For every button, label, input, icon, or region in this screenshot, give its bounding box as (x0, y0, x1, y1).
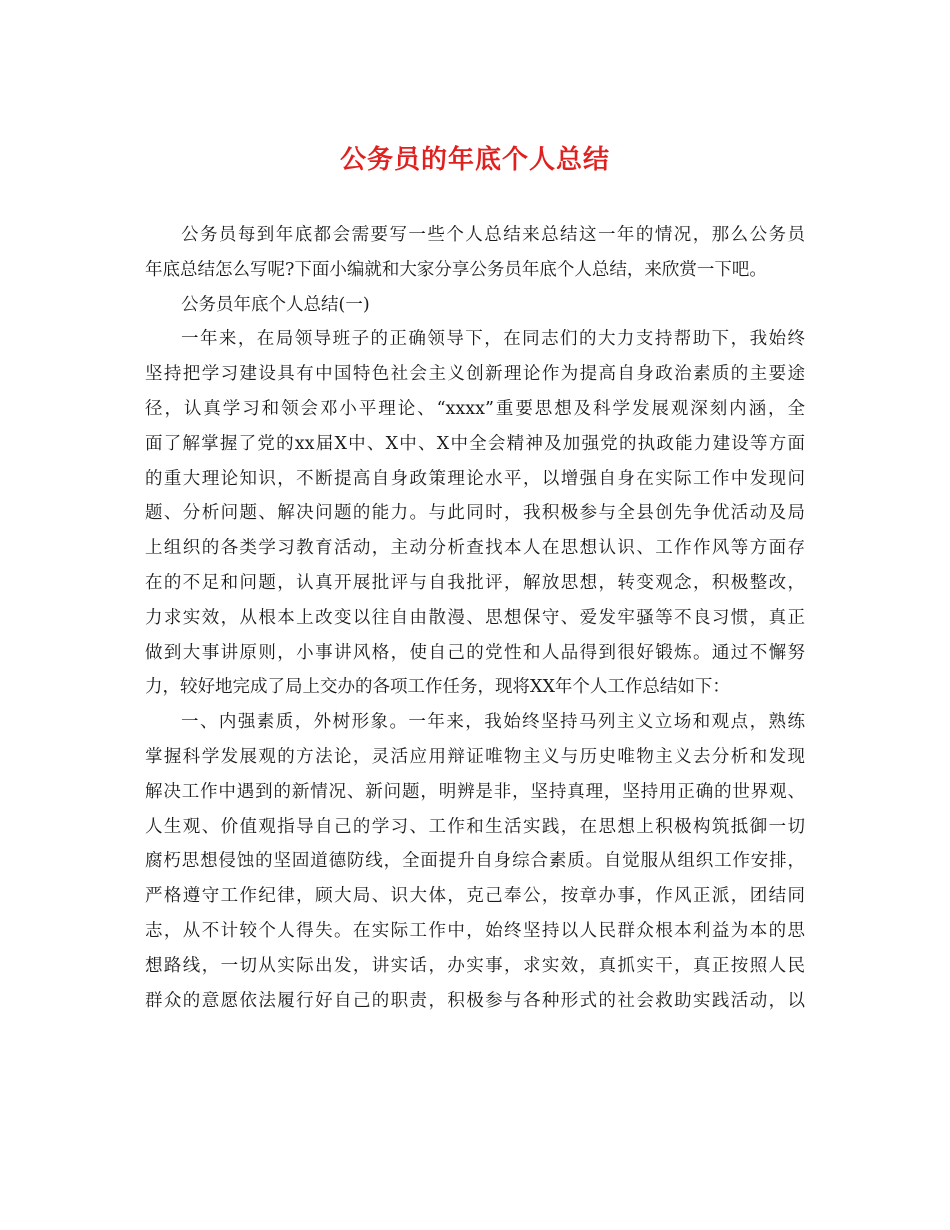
paragraph-line: 径，认真学习和领会邓小平理论、“xxxx”重要思想及科学发展观深刻内涵，全 (145, 398, 805, 419)
document-body (145, 218, 805, 1018)
paragraph-line: 题、分析问题、解决问题的能力。与此同时，我积极参与全县创先争优活动及局 (145, 503, 805, 524)
paragraph-line: 腐朽思想侵蚀的坚固道德防线，全面提升自身综合素质。自觉服从组织工作安排， (145, 851, 805, 872)
paragraph-line: 做到大事讲原则，小事讲风格，使自己的党性和人品得到很好锻炼。通过不懈努 (145, 642, 805, 663)
paragraph-line: 一年来，在局领导班子的正确领导下，在同志们的大力支持帮助下，我始终 (181, 329, 805, 350)
paragraph-line: 志，从不计较个人得失。在实际工作中，始终坚持以人民群众根本利益为本的思 (145, 920, 805, 941)
paragraph-line: 力求实效，从根本上改变以往自由散漫、思想保守、爱发牢骚等不良习惯，真正 (145, 607, 805, 628)
paragraph-line: 群众的意愿依法履行好自己的职责，积极参与各种形式的社会救助实践活动，以 (145, 990, 805, 1011)
paragraph-line: 解决工作中遇到的新情况、新问题，明辨是非，坚持真理，坚持用正确的世界观、 (145, 781, 805, 802)
paragraph-line: 一、内强素质，外树形象。一年来，我始终坚持马列主义立场和观点，熟练 (181, 712, 805, 733)
section-heading: 公务员年底个人总结(一) (181, 294, 370, 315)
paragraph-line: 面了解掌握了党的xx届X中、X中、X中全会精神及加强党的执政能力建设等方面 (145, 433, 805, 454)
paragraph-line: 在的不足和问题，认真开展批评与自我批评，解放思想，转变观念，积极整改， (145, 572, 805, 593)
document-title: 公务员的年底个人总结 (339, 145, 610, 175)
paragraph-line: 公务员每到年底都会需要写一些个人总结来总结这一年的情况，那么公务员 (181, 225, 805, 245)
paragraph-line: 上组织的各类学习教育活动，主动分析查找本人在思想认识、工作作风等方面存 (145, 538, 805, 559)
paragraph-line: 坚持把学习建设具有中国特色社会主义创新理论作为提高自身政治素质的主要途 (145, 364, 805, 385)
paragraph-line: 人生观、价值观指导自己的学习、工作和生活实践，在思想上积极构筑抵御一切 (145, 816, 805, 837)
paragraph-line: 掌握科学发展观的方法论，灵活应用辩证唯物主义与历史唯物主义去分析和发现 (145, 746, 805, 767)
paragraph-line: 力，较好地完成了局上交办的各项工作任务，现将XX年个人工作总结如下： (145, 677, 730, 698)
paragraph-line: 严格遵守工作纪律，顾大局、识大体，克己奉公，按章办事，作风正派，团结同 (145, 886, 805, 907)
paragraph-line: 年底总结怎么写呢?下面小编就和大家分享公务员年底个人总结，来欣赏一下吧。 (145, 259, 767, 280)
paragraph-line: 想路线，一切从实际出发，讲实话，办实事，求实效，真抓实干，真正按照人民 (145, 955, 805, 976)
paragraph-line: 的重大理论知识，不断提高自身政策理论水平，以增强自身在实际工作中发现问 (145, 468, 805, 489)
